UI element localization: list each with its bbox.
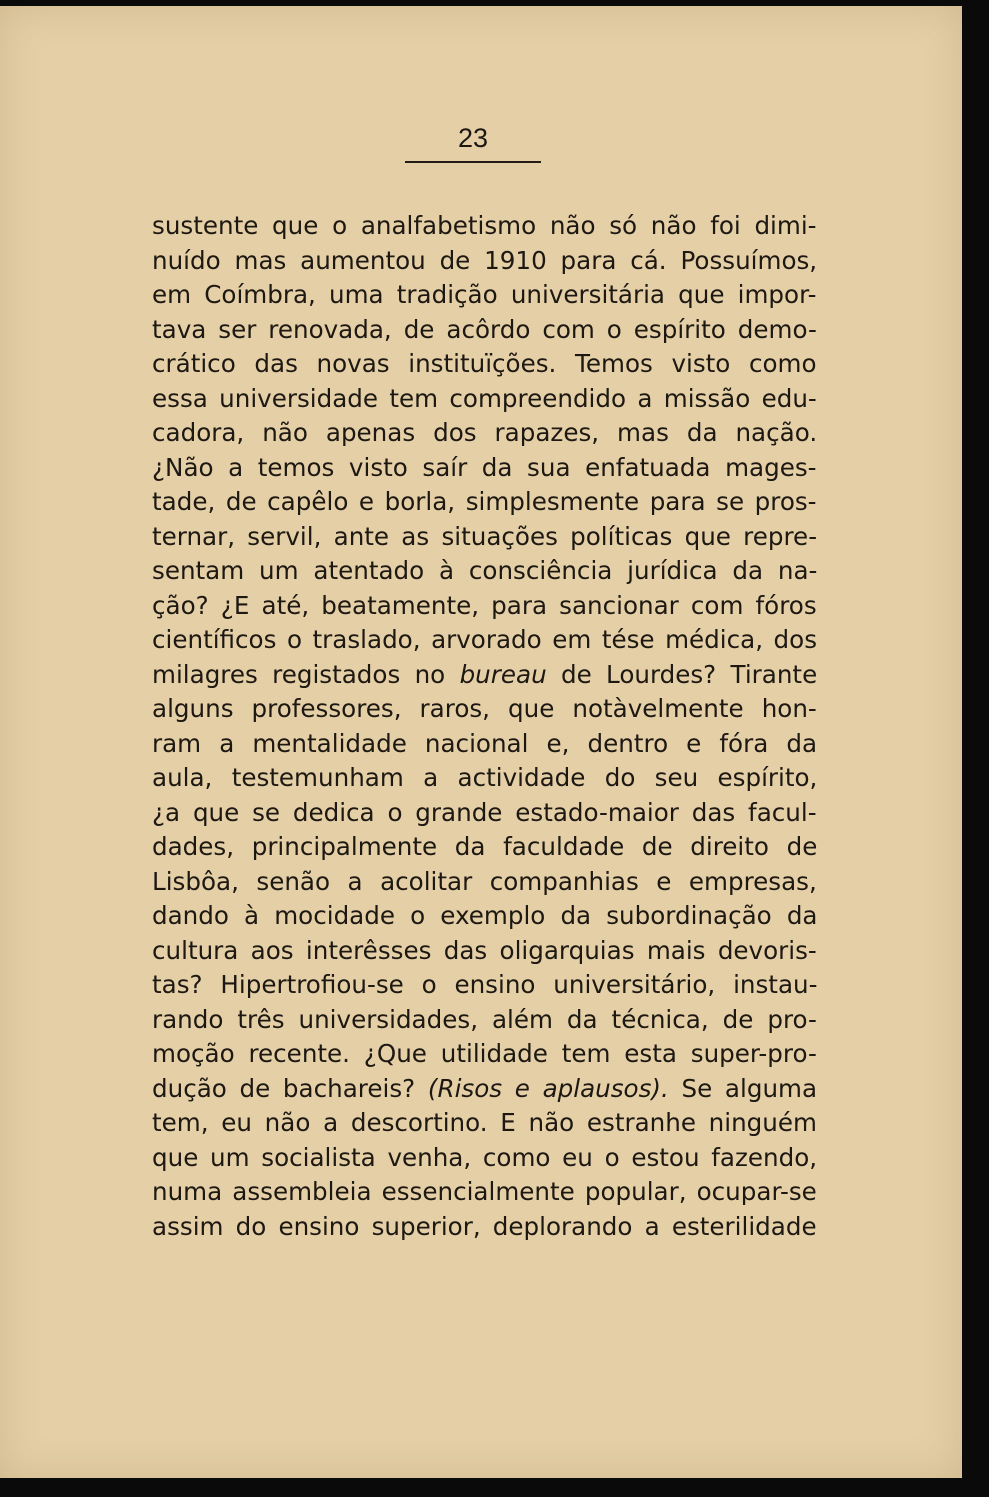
text-line: [152, 761, 817, 796]
text-segment: alguns professores, raros, que notàvelmente hon-: [152, 694, 817, 723]
body-text: [152, 209, 817, 1244]
text-line: [152, 416, 817, 451]
text-segment: dução de bachareis?: [152, 1073, 428, 1103]
text-segment: essa universidade tem compreendido a missão edu-: [152, 383, 817, 413]
text-line: [152, 1037, 817, 1072]
text-segment: sustente que o analfabetismo não só não foi dimi-: [152, 211, 817, 240]
text-line: [152, 485, 817, 520]
text-segment: Lisbôa, senão a acolitar companhias e empresas,: [152, 866, 817, 896]
text-segment: cultura aos interêsses das oligarquias mais devoris-: [152, 935, 817, 965]
text-line: [152, 1003, 817, 1038]
text-line: [152, 451, 817, 486]
text-line: [152, 313, 817, 348]
text-line: [152, 1175, 817, 1210]
text-segment: que um socialista venha, como eu o estou fazendo,: [152, 1142, 818, 1172]
text-line: [152, 209, 817, 244]
text-line: [152, 934, 817, 969]
text-line: [152, 554, 817, 589]
text-line: [152, 1106, 817, 1141]
text-segment: crático das novas instituïções. Temos visto como: [152, 349, 817, 378]
page-number: 23: [457, 123, 489, 153]
text-line: [152, 589, 817, 624]
text-segment: científicos o traslado, arvorado em tése médica, dos: [152, 625, 818, 654]
text-segment: Se alguma: [668, 1073, 818, 1103]
text-segment: tas? Hipertrofiou-se o ensino universitário, instau-: [152, 970, 818, 999]
text-segment: nuído mas aumentou de 1910 para cá. Possuímos,: [152, 245, 818, 275]
text-line: [152, 830, 817, 865]
text-line: [152, 658, 817, 693]
text-line: [152, 1141, 817, 1176]
header-rule: [405, 161, 541, 163]
text-line: [152, 727, 817, 762]
text-segment: ¿Não a temos visto saír da sua enfatuada mages-: [152, 452, 817, 482]
text-line: [152, 623, 817, 658]
text-segment: ternar, servil, ante as situações políticas que repre-: [152, 521, 818, 551]
text-segment: rando três universidades, além da técnica, de pro-: [152, 1004, 817, 1034]
text-line: [152, 1072, 817, 1107]
text-segment: milagres registados no: [152, 659, 460, 689]
text-segment: numa assembleia essencialmente popular, ocupar-se: [152, 1177, 817, 1206]
text-segment: tade, de capêlo e borla, simplesmente para se pros-: [152, 487, 817, 516]
text-line: [152, 692, 817, 727]
text-segment: tem, eu não a descortino. E não estranhe ninguém: [152, 1108, 817, 1137]
text-segment: ção? ¿E até, beatamente, para sancionar com fóros: [152, 590, 817, 620]
text-segment: de Lourdes? Tirante: [546, 659, 818, 689]
italic-text: bureau: [459, 659, 547, 689]
text-line: [152, 382, 817, 417]
text-line: [152, 347, 817, 382]
text-line: [152, 520, 817, 555]
book-page: [0, 6, 962, 1478]
text-line: [152, 244, 817, 279]
text-line: [152, 968, 817, 1003]
text-segment: sentam um atentado à consciência jurídica da na-: [152, 556, 818, 585]
text-segment: assim do ensino superior, deplorando a esterilidade: [152, 1211, 817, 1241]
text-segment: ¿a que se dedica o grande estado-maior das facul-: [152, 797, 817, 827]
text-segment: dando à mocidade o exemplo da subordinação da: [152, 901, 818, 930]
text-line: [152, 865, 817, 900]
text-segment: moção recente. ¿Que utilidade tem esta super-pro-: [152, 1039, 817, 1068]
text-segment: cadora, não apenas dos rapazes, mas da nação.: [152, 418, 818, 447]
text-line: [152, 1210, 817, 1245]
text-segment: ram a mentalidade nacional e, dentro e fóra da: [152, 728, 818, 758]
text-line: [152, 278, 817, 313]
text-line: [152, 796, 817, 831]
text-segment: tava ser renovada, de acôrdo com o espírito demo-: [152, 314, 817, 344]
text-line: [152, 899, 817, 934]
text-segment: dades, principalmente da faculdade de direito de: [152, 832, 818, 861]
italic-text: (Risos e aplausos).: [427, 1073, 669, 1103]
text-segment: aula, testemunham a actividade do seu espírito,: [152, 763, 818, 792]
text-segment: em Coímbra, uma tradição universitária que impor-: [152, 280, 817, 309]
